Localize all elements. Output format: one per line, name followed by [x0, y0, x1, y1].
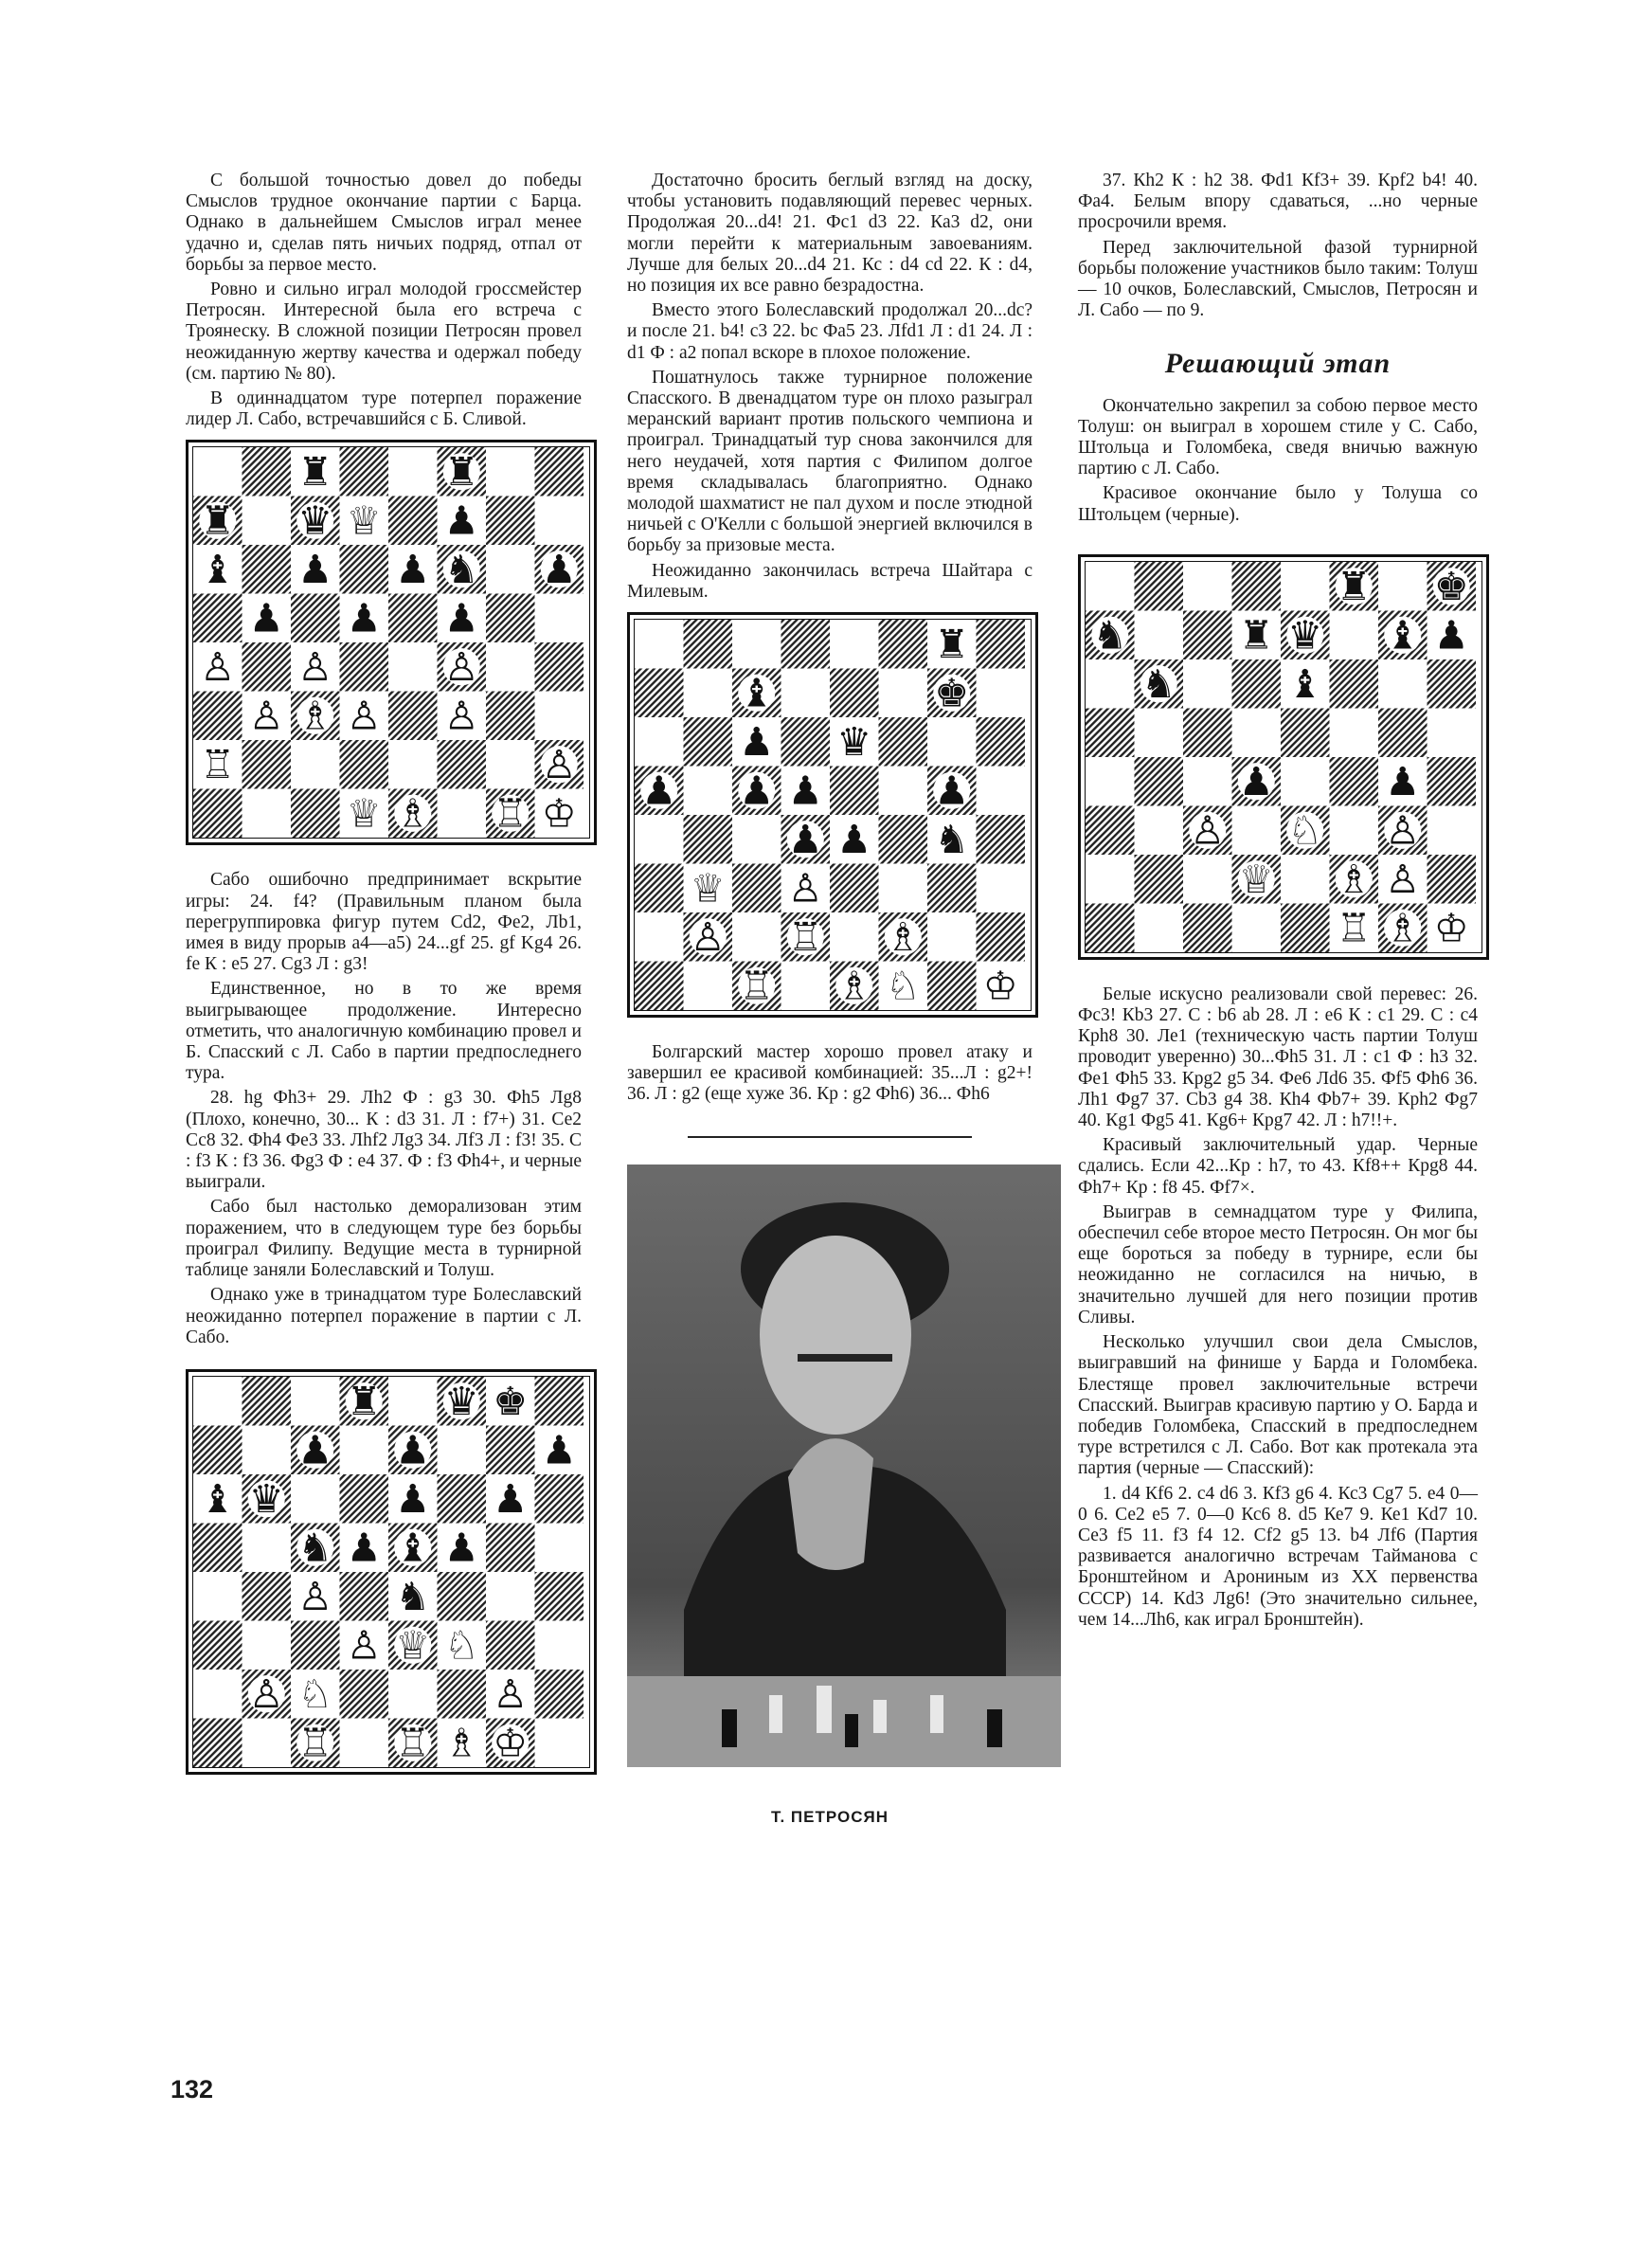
- light-square: [781, 962, 831, 1011]
- paragraph: Вместо этого Болеславский продолжал 20...dc? и после 21. b4! c3 22. bc Фа5 23. Лfd1 Л : d1 24. Л : d1 Ф : а2 попал вскоре в плохое положение.: [627, 300, 1032, 363]
- dark-square: [193, 594, 242, 643]
- black-pawn-icon: ♟: [1385, 759, 1421, 805]
- light-square: [535, 497, 584, 546]
- white-knight-icon: ♘: [297, 1671, 333, 1718]
- divider: [688, 1136, 972, 1138]
- black-rook-icon: ♜: [346, 1379, 382, 1425]
- paragraph: 28. hg Фh3+ 29. Лh2 Ф : g3 30. Фh5 Лg8 (Плохо, конечно, 30... К : d3 31. Л : f7+) 31. Се2 Сс8 32. Фh4 Фе3 33. Лhf2 Лg3 34. Лf3 Л : f3! 35. С : f3 К : f3 36. Фg3 Ф : е4 37. Ф : f3 Фh4+, и черные выиграли.: [186, 1088, 582, 1193]
- light-square: [388, 642, 438, 692]
- paragraph: Неожиданно закончилась встреча Шайтара с Милевым.: [627, 560, 1032, 602]
- black-knight-icon: ♞: [443, 547, 479, 593]
- black-rook-icon: ♜: [1238, 612, 1274, 659]
- dark-square: [340, 447, 389, 497]
- white-pawn-icon: ♙: [297, 644, 333, 691]
- white-queen-icon: ♕: [395, 1622, 431, 1669]
- light-square: [684, 962, 733, 1011]
- light-square: [535, 1718, 584, 1767]
- light-square: [879, 767, 928, 816]
- dark-square: [1281, 708, 1330, 757]
- dark-square: [535, 1572, 584, 1621]
- black-pawn-icon: ♟: [443, 1525, 479, 1571]
- light-square: [242, 1425, 292, 1474]
- black-queen-icon: ♛: [443, 1379, 479, 1425]
- dark-square: [1428, 659, 1477, 709]
- dark-square: [781, 620, 831, 669]
- dark-square: [438, 1474, 487, 1524]
- black-knight-icon: ♞: [395, 1574, 431, 1620]
- light-square: [1378, 659, 1428, 709]
- dark-square: [193, 692, 242, 741]
- light-square: [242, 1523, 292, 1572]
- light-square: [486, 1572, 535, 1621]
- black-pawn-icon: ♟: [541, 1427, 577, 1473]
- white-queen-icon: ♕: [690, 865, 726, 912]
- dark-square: [830, 669, 879, 718]
- light-square: [1428, 708, 1477, 757]
- dark-square: [1428, 855, 1477, 904]
- white-pawn-icon: ♙: [248, 694, 284, 740]
- dark-square: [1086, 708, 1135, 757]
- dark-square: [977, 620, 1026, 669]
- black-rook-icon: ♜: [1336, 564, 1372, 610]
- dark-square: [1232, 659, 1282, 709]
- paragraph: Сабо ошибочно предпринимает вскрытие игры: 24. f4? (Правильным планом была перегруппировка фигур путем Cd2, Фе2, Лb1, имея в виду прорыв а4—а5) 24...gf 25. gf Kg4 26. fe К : е5 27. Cg3 Л : g3!: [186, 870, 582, 975]
- light-square: [340, 1425, 389, 1474]
- black-king-icon: ♚: [1433, 564, 1469, 610]
- light-square: [1135, 805, 1184, 855]
- black-bishop-icon: ♝: [1287, 661, 1323, 708]
- black-pawn-icon: ♟: [787, 767, 823, 814]
- black-pawn-icon: ♟: [493, 1476, 529, 1523]
- light-square: [1183, 757, 1232, 806]
- light-square: [340, 1718, 389, 1767]
- black-pawn-icon: ♟: [395, 1427, 431, 1473]
- black-pawn-icon: ♟: [739, 719, 775, 766]
- white-pawn-icon: ♙: [297, 1574, 333, 1620]
- light-square: [193, 1377, 242, 1426]
- dark-square: [977, 912, 1026, 962]
- dark-square: [193, 1523, 242, 1572]
- light-square: [1281, 757, 1330, 806]
- white-rook-icon: ♖: [739, 963, 775, 1009]
- black-rook-icon: ♜: [934, 622, 970, 668]
- light-square: [1281, 855, 1330, 904]
- white-bishop-icon: ♗: [836, 963, 872, 1009]
- light-square: [1428, 805, 1477, 855]
- dark-square: [242, 545, 292, 594]
- dark-square: [977, 717, 1026, 767]
- black-knight-icon: ♞: [934, 817, 970, 863]
- light-square: [1183, 659, 1232, 709]
- light-square: [535, 1620, 584, 1670]
- light-square: [242, 497, 292, 546]
- column-middle: [627, 171, 1032, 1828]
- white-knight-icon: ♘: [885, 963, 921, 1009]
- chessboard-svg: [635, 620, 1025, 1010]
- light-square: [830, 620, 879, 669]
- light-square: [977, 767, 1026, 816]
- light-square: [684, 767, 733, 816]
- paragraph: Пошатнулось также турнирное положение Спасского. В двенадцатом туре он плохо разыграл меранский вариант против польского чемпиона и проиграл. Тринадцатый тур снова закончился для него неудачей, хотя партия с Филипом долгое время складывалась благоприятно. Однако молодой шахматист не пал духом и после этюдной ничьей с О'Келли с большой энергией включился в борьбу за призовые места.: [627, 367, 1032, 556]
- paragraph: Окончательно закрепил за собою первое место Толуш: он выиграл в хорошем стиле у С. Сабо, Штольца и Голомбека, сведя вничью важную партию с Л. Сабо.: [1078, 395, 1478, 479]
- dark-square: [535, 642, 584, 692]
- chessboard-svg: [1086, 562, 1476, 952]
- dark-square: [1086, 903, 1135, 952]
- dark-square: [879, 815, 928, 864]
- dark-square: [486, 1620, 535, 1670]
- page-number: 132: [171, 2075, 214, 2104]
- white-pawn-icon: ♙: [1190, 807, 1226, 854]
- dark-square: [1135, 562, 1184, 611]
- black-pawn-icon: ♟: [1433, 612, 1469, 659]
- light-square: [781, 669, 831, 718]
- black-rook-icon: ♜: [443, 449, 479, 496]
- dark-square: [1183, 610, 1232, 659]
- black-pawn-icon: ♟: [395, 547, 431, 593]
- dark-square: [684, 815, 733, 864]
- light-square: [291, 1474, 340, 1524]
- dark-square: [486, 497, 535, 546]
- black-pawn-icon: ♟: [541, 547, 577, 593]
- light-square: [1330, 610, 1379, 659]
- white-pawn-icon: ♙: [541, 742, 577, 788]
- dark-square: [291, 1620, 340, 1670]
- white-pawn-icon: ♙: [1385, 807, 1421, 854]
- dark-square: [1330, 757, 1379, 806]
- dark-square: [486, 594, 535, 643]
- white-bishop-icon: ♗: [1385, 905, 1421, 951]
- light-square: [635, 717, 684, 767]
- white-pawn-icon: ♙: [346, 1622, 382, 1669]
- dark-square: [242, 1572, 292, 1621]
- white-knight-icon: ♘: [443, 1622, 479, 1669]
- white-pawn-icon: ♙: [443, 644, 479, 691]
- light-square: [732, 620, 781, 669]
- dark-square: [193, 1718, 242, 1767]
- black-pawn-icon: ♟: [1238, 759, 1274, 805]
- dark-square: [388, 594, 438, 643]
- black-knight-icon: ♞: [297, 1525, 333, 1571]
- dark-square: [635, 962, 684, 1011]
- light-square: [732, 912, 781, 962]
- white-knight-icon: ♘: [1287, 807, 1323, 854]
- light-square: [1378, 562, 1428, 611]
- dark-square: [879, 717, 928, 767]
- light-square: [635, 912, 684, 962]
- paragraph: Достаточно бросить беглый взгляд на доску, чтобы установить подавляющий перевес черных. Продолжая 20...d4! 21. Фс1 d3 22. Ка3 d2, они могли перейти к материальным завоеваниям. Лучше для белых 20...d4 21. Кс : d4 cd 22. К : d4, но позиция их все равно безрадостна.: [627, 171, 1032, 297]
- paragraph: Сабо был настолько деморализован этим поражением, что в следующем туре без борьбы проиграл Филипу. Ведущие места в турнирной таблице заняли Болеславский и Толуш.: [186, 1197, 582, 1281]
- light-square: [535, 594, 584, 643]
- dark-square: [340, 545, 389, 594]
- black-queen-icon: ♛: [297, 498, 333, 545]
- dark-square: [684, 717, 733, 767]
- white-pawn-icon: ♙: [200, 644, 236, 691]
- white-king-icon: ♔: [1433, 905, 1469, 951]
- column-right: [1078, 171, 1478, 1634]
- dark-square: [242, 740, 292, 789]
- dark-square: [242, 1377, 292, 1426]
- light-square: [1232, 903, 1282, 952]
- dark-square: [635, 669, 684, 718]
- light-square: [486, 447, 535, 497]
- dark-square: [927, 962, 977, 1011]
- black-pawn-icon: ♟: [934, 767, 970, 814]
- dark-square: [1428, 757, 1477, 806]
- white-rook-icon: ♖: [297, 1720, 333, 1766]
- dark-square: [438, 740, 487, 789]
- dark-square: [1135, 855, 1184, 904]
- paragraph: Белые искусно реализовали свой перевес: 26. Фс3! Кb3 27. С : b6 ab 28. Л : е6 К : с1 29. С : с4 Крh8 30. Ле1 (техническую часть партии Толуш проводит уверенно) 30...Фh5 31. Л : с1 Ф : h3 32. Фе1 Фh5 33. Крg2 g5 34. Фе6 Лd6 35. Фf5 Фh6 36. Лh1 Фg7 37. Cb3 g4 38. Кh4 Фb7+ 39. Крh2 Фg7 40. Кg1 Фg5 41. Кg6+ Крg7 42. Л : h7!!+.: [1078, 984, 1478, 1131]
- dark-square: [535, 1474, 584, 1524]
- portrait-photo: [627, 1165, 1061, 1767]
- light-square: [1086, 562, 1135, 611]
- white-queen-icon: ♕: [1238, 857, 1274, 903]
- white-bishop-icon: ♗: [1336, 857, 1372, 903]
- black-bishop-icon: ♝: [200, 547, 236, 593]
- black-pawn-icon: ♟: [739, 767, 775, 814]
- dark-square: [340, 1572, 389, 1621]
- light-square: [388, 447, 438, 497]
- dark-square: [291, 789, 340, 839]
- paragraph: Единственное, но в то же время выигрывающее продолжение. Интересно отметить, что аналогичную комбинацию провел и Б. Спасский с Л. Сабо в партии предпоследнего тура.: [186, 979, 582, 1084]
- light-square: [486, 545, 535, 594]
- white-queen-icon: ♕: [346, 498, 382, 545]
- chess-diagram-4: [1078, 554, 1489, 960]
- light-square: [535, 692, 584, 741]
- light-square: [1330, 708, 1379, 757]
- light-square: [1135, 903, 1184, 952]
- black-pawn-icon: ♟: [346, 1525, 382, 1571]
- light-square: [438, 1425, 487, 1474]
- black-queen-icon: ♛: [248, 1476, 284, 1523]
- dark-square: [340, 740, 389, 789]
- white-pawn-icon: ♙: [443, 694, 479, 740]
- dark-square: [438, 1670, 487, 1719]
- light-square: [977, 669, 1026, 718]
- light-square: [388, 1377, 438, 1426]
- dark-square: [879, 620, 928, 669]
- light-square: [732, 815, 781, 864]
- black-bishop-icon: ♝: [1385, 612, 1421, 659]
- light-square: [242, 1718, 292, 1767]
- white-pawn-icon: ♙: [248, 1671, 284, 1718]
- light-square: [388, 1670, 438, 1719]
- dark-square: [1183, 708, 1232, 757]
- paragraph: Болгарский мастер хорошо провел атаку и завершил ее красивой комбинацией: 35...Л : g2+! 36. Л : g2 (еще хуже 36. Кр : g2 Фh6) 36... Фh6: [627, 1042, 1032, 1105]
- white-pawn-icon: ♙: [493, 1671, 529, 1718]
- dark-square: [535, 1377, 584, 1426]
- light-square: [1086, 855, 1135, 904]
- light-square: [879, 669, 928, 718]
- dark-square: [732, 864, 781, 913]
- black-rook-icon: ♜: [200, 498, 236, 545]
- dark-square: [242, 447, 292, 497]
- light-square: [1183, 562, 1232, 611]
- section-heading: Решающий этап: [1164, 348, 1392, 380]
- dark-square: [486, 692, 535, 741]
- light-square: [388, 740, 438, 789]
- white-rook-icon: ♖: [493, 791, 529, 838]
- dark-square: [684, 620, 733, 669]
- dark-square: [193, 789, 242, 839]
- white-king-icon: ♔: [493, 1720, 529, 1766]
- black-pawn-icon: ♟: [346, 596, 382, 642]
- paragraph: В одиннадцатом туре потерпел поражение лидер Л. Сабо, встречавшийся с Б. Сливой.: [186, 388, 582, 430]
- dark-square: [1281, 903, 1330, 952]
- light-square: [1135, 708, 1184, 757]
- light-square: [635, 620, 684, 669]
- black-pawn-icon: ♟: [443, 596, 479, 642]
- paragraph: Выиграв в семнадцатом туре у Филипа, обеспечил себе второе место Петросян. Он мог бы еще бороться за победу в турнире, если бы неожиданно не согласился на ничью, в значительно лучшей для него позиции против Сливы.: [1078, 1201, 1478, 1327]
- white-bishop-icon: ♗: [297, 694, 333, 740]
- paragraph: 1. d4 Кf6 2. с4 d6 3. Кf3 g6 4. Кс3 Сg7 5. е4 0—0 6. Се2 е5 7. 0—0 Кс6 8. d5 Ке7 9. Ке1 Кd7 10. Се3 f5 11. f3 f4 12. Сf2 g5 13. b4 Лf6 (Партия развивается аналогично встречам Тайманова с Бронштейном и Арониным из XX первенства СССР) 14. Кd3 Лg6! (Это значительно сильнее, чем 14...Лh6, как играл Бронштейн).: [1078, 1483, 1478, 1630]
- light-square: [291, 1377, 340, 1426]
- chessboard-svg: [193, 447, 584, 838]
- dark-square: [340, 1670, 389, 1719]
- chess-diagram-1: [186, 440, 597, 845]
- paragraph: Красивый заключительный удар. Черные сдались. Если 42...Кр : h7, то 43. Кf8++ Крg8 44. Фh7+ Кр : f8 45. Фf7×.: [1078, 1135, 1478, 1198]
- black-pawn-icon: ♟: [248, 596, 284, 642]
- light-square: [242, 1620, 292, 1670]
- dark-square: [291, 594, 340, 643]
- paragraph: 37. Кh2 К : h2 38. Фd1 Кf3+ 39. Крf2 b4! 40. Фа4. Белым впору сдаваться, ...но черные просрочили время.: [1078, 171, 1478, 233]
- white-king-icon: ♔: [982, 963, 1018, 1009]
- black-knight-icon: ♞: [1092, 612, 1128, 659]
- black-king-icon: ♚: [934, 670, 970, 716]
- light-square: [635, 815, 684, 864]
- dark-square: [388, 497, 438, 546]
- light-square: [486, 642, 535, 692]
- white-rook-icon: ♖: [787, 914, 823, 961]
- paragraph: Ровно и сильно играл молодой гроссмейстер Петросян. Интересной была его встреча с Троянеску. В сложной позиции Петросян провел неожиданную жертву качества и одержал победу (см. партию № 80).: [186, 280, 582, 384]
- light-square: [1086, 757, 1135, 806]
- paragraph: Перед заключительной фазой турнирной борьбы положение участников было таким: Толуш — 10 очков, Болеславский, Смыслов, Петросян и Л. Сабо — по 9.: [1078, 237, 1478, 321]
- dark-square: [340, 1474, 389, 1524]
- light-square: [977, 864, 1026, 913]
- light-square: [1232, 805, 1282, 855]
- photo-caption: Т. ПЕТРОСЯН: [771, 1807, 889, 1826]
- light-square: [535, 1523, 584, 1572]
- paragraph: Несколько улучшил свои дела Смыслов, выигравший на финише у Барда и Голомбека. Блестяще провел заключительные встречи Спасский. Выиграв красивую партию у О. Барда и победив Голомбека, Спасский в предпоследнем туре встретился с Л. Сабо. Вот как протекала эта партия (черные — Спасский):: [1078, 1332, 1478, 1479]
- black-bishop-icon: ♝: [395, 1525, 431, 1571]
- paragraph: Красивое окончание было у Толуша со Штольцем (черные).: [1078, 483, 1478, 525]
- dark-square: [1330, 659, 1379, 709]
- white-pawn-icon: ♙: [690, 914, 726, 961]
- black-pawn-icon: ♟: [443, 498, 479, 545]
- black-king-icon: ♚: [493, 1379, 529, 1425]
- black-queen-icon: ♛: [1287, 612, 1323, 659]
- dark-square: [927, 864, 977, 913]
- light-square: [486, 740, 535, 789]
- dark-square: [388, 692, 438, 741]
- chess-diagram-2: [627, 612, 1038, 1018]
- photo-image: [627, 1165, 1061, 1767]
- light-square: [193, 1670, 242, 1719]
- white-queen-icon: ♕: [346, 791, 382, 838]
- black-rook-icon: ♜: [297, 449, 333, 496]
- light-square: [193, 1572, 242, 1621]
- black-pawn-icon: ♟: [641, 767, 677, 814]
- dark-square: [535, 447, 584, 497]
- white-bishop-icon: ♗: [443, 1720, 479, 1766]
- light-square: [879, 864, 928, 913]
- white-pawn-icon: ♙: [346, 694, 382, 740]
- light-square: [242, 789, 292, 839]
- chessboard-svg: [193, 1377, 584, 1767]
- light-square: [1183, 855, 1232, 904]
- black-pawn-icon: ♟: [395, 1476, 431, 1523]
- dark-square: [635, 864, 684, 913]
- black-pawn-icon: ♟: [787, 817, 823, 863]
- dark-square: [1183, 903, 1232, 952]
- light-square: [193, 447, 242, 497]
- white-king-icon: ♔: [541, 791, 577, 838]
- dark-square: [1378, 708, 1428, 757]
- black-bishop-icon: ♝: [200, 1476, 236, 1523]
- dark-square: [438, 1572, 487, 1621]
- chess-diagram-3: [186, 1369, 597, 1775]
- white-bishop-icon: ♗: [885, 914, 921, 961]
- dark-square: [830, 864, 879, 913]
- white-rook-icon: ♖: [200, 742, 236, 788]
- light-square: [684, 669, 733, 718]
- light-square: [1330, 805, 1379, 855]
- light-square: [438, 789, 487, 839]
- dark-square: [340, 642, 389, 692]
- paragraph: С большой точностью довел до победы Смыслов трудное окончание партии с Барца. Однако в дальнейшем Смыслов играл менее удачно и, сделав пять ничьих подряд, отпал от борьбы за первое место.: [186, 171, 582, 275]
- light-square: [1086, 659, 1135, 709]
- dark-square: [535, 1670, 584, 1719]
- dark-square: [977, 815, 1026, 864]
- black-bishop-icon: ♝: [739, 670, 775, 716]
- column-left: [186, 171, 582, 1799]
- dark-square: [1135, 757, 1184, 806]
- dark-square: [1086, 805, 1135, 855]
- white-pawn-icon: ♙: [787, 865, 823, 912]
- light-square: [1232, 708, 1282, 757]
- dark-square: [486, 1523, 535, 1572]
- dark-square: [781, 717, 831, 767]
- light-square: [1281, 562, 1330, 611]
- black-knight-icon: ♞: [1140, 661, 1176, 708]
- white-pawn-icon: ♙: [1385, 857, 1421, 903]
- light-square: [291, 740, 340, 789]
- white-rook-icon: ♖: [395, 1720, 431, 1766]
- dark-square: [830, 767, 879, 816]
- white-bishop-icon: ♗: [395, 791, 431, 838]
- dark-square: [242, 642, 292, 692]
- black-pawn-icon: ♟: [297, 547, 333, 593]
- paragraph: Однако уже в тринадцатом туре Болеславский неожиданно потерпел поражение в партии с Л. Сабо.: [186, 1285, 582, 1347]
- light-square: [830, 912, 879, 962]
- dark-square: [486, 1425, 535, 1474]
- black-pawn-icon: ♟: [836, 817, 872, 863]
- light-square: [1135, 610, 1184, 659]
- light-square: [927, 717, 977, 767]
- light-square: [927, 912, 977, 962]
- black-queen-icon: ♛: [836, 719, 872, 766]
- dark-square: [1232, 562, 1282, 611]
- dark-square: [193, 1620, 242, 1670]
- black-pawn-icon: ♟: [297, 1427, 333, 1473]
- dark-square: [193, 1425, 242, 1474]
- white-rook-icon: ♖: [1336, 905, 1372, 951]
